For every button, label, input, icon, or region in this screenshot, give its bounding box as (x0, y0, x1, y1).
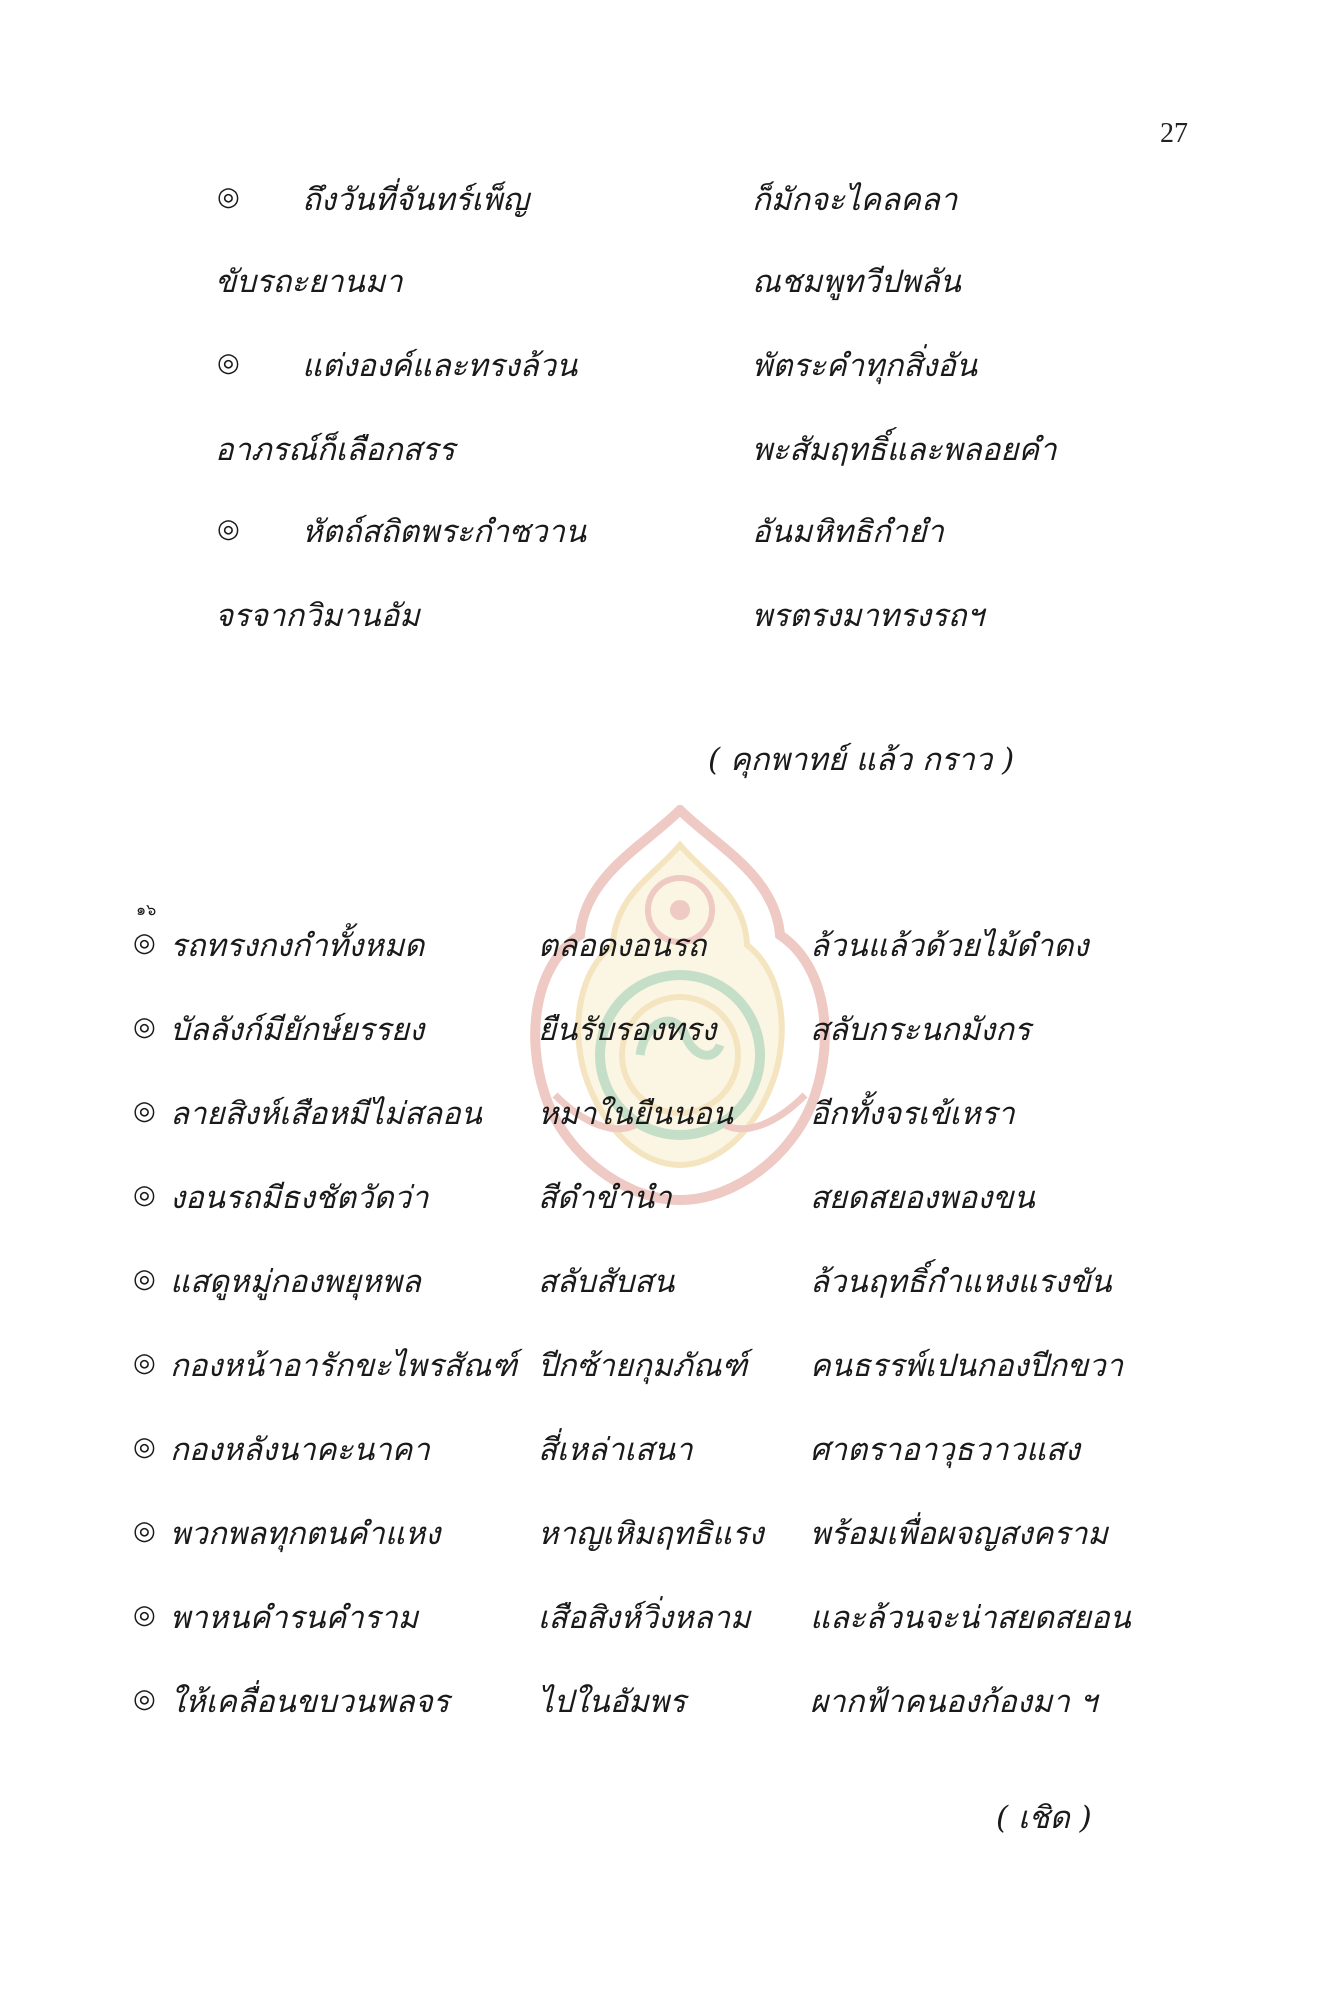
verse-mark: ◎ (133, 1600, 156, 1630)
verse-line-c: คนธรรพ์เปนกองปีกขวา (810, 1348, 1124, 1384)
verse-line-b: ตลอดงอนรถ (538, 928, 707, 964)
verse-mark: ◎ (133, 928, 156, 958)
verse-line-c: สยดสยองพองขน (810, 1180, 1035, 1216)
verse-line-c: ผากฟ้าคนองก้องมา ฯ (810, 1684, 1098, 1720)
verse-line-b: ยืนรับรองทรง (538, 1012, 717, 1048)
verse-line-a: จรจากวิมานอัม (215, 598, 420, 634)
verse-line-c: อีกทั้งจรเข้เหรา (810, 1096, 1015, 1132)
verse-line-a: แสดูหมู่กองพยุหพล (170, 1264, 421, 1300)
verse-line-b: ปีกซ้ายกุมภัณฑ์ (538, 1348, 748, 1384)
verse-line-b: อันมหิทธิกำยำ (752, 514, 944, 550)
verse-line-a: แต่งองค์และทรงล้วน (302, 348, 578, 384)
verse-line-b: หมาในยืนนอน (538, 1096, 733, 1132)
verse-mark: ◎ (133, 1432, 156, 1462)
verse-line-a: หัตถ์สถิตพระกำซวาน (302, 514, 587, 550)
verse-line-b: พรตรงมาทรงรถฯ (752, 598, 984, 634)
verse-mark: ◎ (133, 1348, 156, 1378)
stage-direction: ( เชิด ) (996, 1800, 1092, 1836)
verse-line-c: ล้วนฤทธิ์กำแหงแรงขัน (810, 1264, 1112, 1300)
verse-line-a: กองหลังนาคะนาคา (170, 1432, 430, 1468)
verse-line-c: และล้วนจะน่าสยดสยอน (810, 1600, 1131, 1636)
section-number: ๑๖ (136, 900, 157, 919)
verse-mark: ◎ (133, 1264, 156, 1294)
verse-line-a: อาภรณ์ก็เลือกสรร (215, 432, 455, 468)
verse-line-b: ณชมพูทวีปพลัน (752, 264, 961, 300)
verse-line-a: ขับรถะยานมา (215, 264, 403, 300)
verse-mark: ◎ (133, 1180, 156, 1210)
verse-mark: ◎ (133, 1012, 156, 1042)
verse-line-c: สลับกระนกมังกร (810, 1012, 1031, 1048)
verse-line-b: ก็มักจะไคลคลา (752, 182, 958, 218)
verse-line-a: ถึงวันที่จันทร์เพ็ญ (302, 182, 529, 218)
verse-line-a: รถทรงกงกำทั้งหมด (170, 928, 425, 964)
verse-line-a: ให้เคลื่อนขบวนพลจร (170, 1684, 450, 1720)
verse-line-b: สลับสับสน (538, 1264, 675, 1300)
verse-mark: ◎ (133, 1096, 156, 1126)
verse-line-a: กองหน้าอารักขะไพรสัณฑ์ (170, 1348, 517, 1384)
verse-line-b: ไปในอัมพร (538, 1684, 686, 1720)
verse-line-a: พวกพลทุกตนคำแหง (170, 1516, 441, 1552)
verse-line-b: หาญเหิมฤทธิแรง (538, 1516, 764, 1552)
verse-line-a: งอนรถมีธงชัตวัดว่า (170, 1180, 429, 1216)
verse-mark: ◎ (133, 1684, 156, 1714)
verse-line-c: ล้วนแล้วด้วยไม้ดำดง (810, 928, 1089, 964)
verse-mark: ◎ (217, 348, 240, 378)
verse-line-b: สีดำขำนำ (538, 1180, 672, 1216)
verse-line-c: พร้อมเพื่อผจญสงคราม (810, 1516, 1108, 1552)
verse-mark: ◎ (133, 1516, 156, 1546)
verse-line-a: ลายสิงห์เสือหมีไม่สลอน (170, 1096, 482, 1132)
verse-line-b: พัตระคำทุกสิ่งอัน (752, 348, 978, 384)
verse-line-a: พาหนคำรนคำราม (170, 1600, 419, 1636)
verse-line-b: สี่เหล่าเสนา (538, 1432, 693, 1468)
page-number: 27 (1160, 118, 1188, 149)
verse-line-a: บัลลังก์มียักษ์ยรรยง (170, 1012, 425, 1048)
verse-line-b: พะสัมฤทธิ์และพลอยคำ (752, 432, 1057, 468)
verse-mark: ◎ (217, 514, 240, 544)
verse-line-c: ศาตราอาวุธวาวแสง (810, 1432, 1080, 1468)
stage-direction: ( คุกพาทย์ แล้ว กราว ) (708, 742, 1015, 778)
verse-line-b: เสือสิงห์วิ่งหลาม (538, 1600, 751, 1636)
verse-mark: ◎ (217, 182, 240, 212)
